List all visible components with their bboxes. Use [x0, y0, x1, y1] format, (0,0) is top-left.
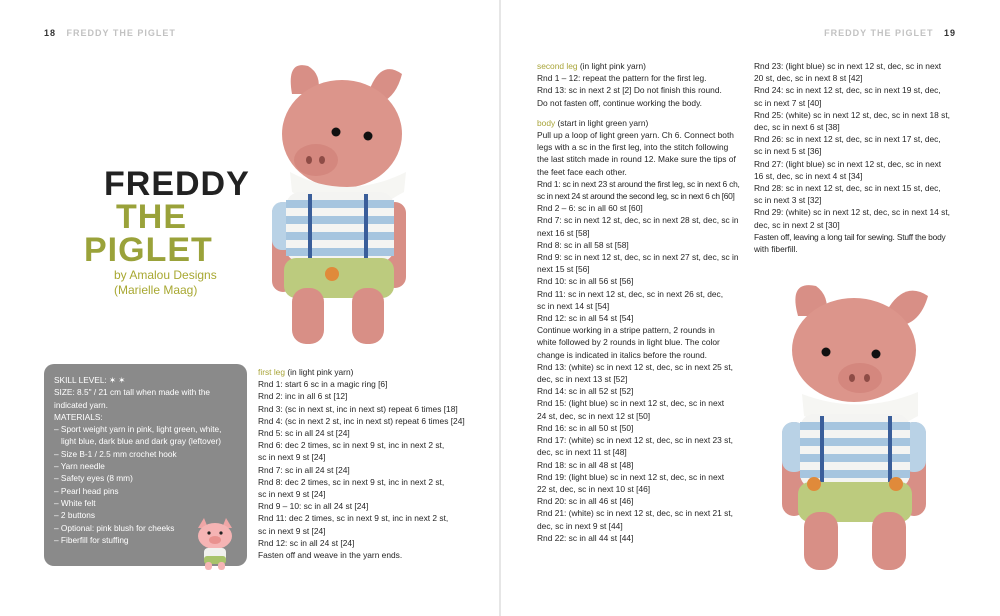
pattern-line: Rnd 15: (light blue) sc in next 12 st, dec, sc in next: [537, 398, 725, 409]
section-heading: [258, 366, 488, 378]
skill-line: SIZE: 8.5" / 21 cm tall when made with the: [54, 387, 211, 398]
pattern-line: Do not fasten off, continue working the body.: [537, 97, 702, 108]
section-heading-note: (in light pink yarn): [285, 367, 354, 377]
section-heading-label: first leg: [258, 367, 285, 377]
pattern-line: Rnd 2 – 6: sc in all 60 st [60]: [537, 203, 643, 214]
pattern-line: Rnd 7: sc in next 12 st, dec, sc in next 28 st, dec, sc in: [537, 215, 739, 226]
pattern-line: with fiberfill.: [754, 244, 798, 255]
byline-line-2: (Marielle Maag): [114, 283, 198, 297]
pattern-line: Rnd 21: (white) sc in next 12 st, dec, sc in next 21 st,: [537, 508, 733, 519]
pattern-line: Rnd 11: sc in next 12 st, dec, sc in next 26 st, dec,: [537, 288, 724, 299]
section-heading: [537, 117, 742, 129]
skill-line: – Size B-1 / 2.5 mm crochet hook: [54, 448, 177, 459]
pattern-title: [84, 165, 250, 269]
pattern-line: sc in next 3 st [32]: [754, 195, 822, 206]
designer-byline: [114, 268, 217, 298]
pattern-line: Rnd 6: dec 2 times, sc in next 9 st, inc in next 2 st,: [258, 440, 445, 451]
section-heading-note: (in light pink yarn): [577, 61, 646, 71]
skill-line: – Yarn needle: [54, 461, 105, 472]
pattern-line: Rnd 13: sc in next 2 st [2] Do not finish this round.: [537, 85, 722, 96]
pattern-line: Rnd 4: (sc in next 2 st, inc in next st) repeat 6 times [24]: [258, 415, 465, 426]
byline-line-1: by Amalou Designs: [114, 268, 217, 282]
first-leg-section: [258, 366, 488, 561]
pattern-line: change is indicated in italics before the round.: [537, 349, 707, 360]
pattern-line: Rnd 18: sc in all 48 st [48]: [537, 459, 634, 470]
pattern-line: Rnd 20: sc in all 46 st [46]: [537, 496, 634, 507]
pattern-line: Rnd 23: (light blue) sc in next 12 st, dec, sc in next: [754, 61, 942, 71]
pattern-line: Rnd 8: sc in all 58 st [58]: [537, 239, 629, 250]
title-line-1: FREDDY: [104, 165, 250, 203]
skill-line: – Safety eyes (8 mm): [54, 473, 133, 484]
pattern-line: Fasten off, leaving a long tail for sewing. Stuff the body: [754, 231, 946, 242]
pattern-line: sc in next 9 st [24]: [258, 489, 326, 500]
skill-line: SKILL LEVEL: ✶ ✶: [54, 375, 126, 385]
left-running-title: FREDDY THE PIGLET: [66, 28, 176, 38]
pattern-line: Continue working in a stripe pattern, 2 rounds in: [537, 325, 715, 336]
pattern-line: dec, sc in next 11 st [48]: [537, 447, 627, 458]
skill-line: – Sport weight yarn in pink, light green, white,: [54, 424, 222, 435]
pattern-line: Fasten off and weave in the yarn ends.: [258, 550, 403, 561]
piglet-mini-icon: [190, 516, 240, 572]
pattern-line: Rnd 22: sc in all 44 st [44]: [537, 532, 634, 543]
skill-line: – 2 buttons: [54, 510, 96, 521]
section-heading-label: second leg: [537, 61, 578, 71]
pattern-line: sc in next 14 st [54]: [537, 300, 610, 311]
pattern-line: Rnd 1 – 12: repeat the pattern for the first leg.: [537, 73, 707, 84]
piglet-photo-right: [768, 276, 948, 578]
pattern-line: Rnd 24: sc in next 12 st, dec, sc in next 19 st, dec,: [754, 85, 941, 96]
pattern-line: 24 st, dec, sc in next 12 st [50]: [537, 410, 651, 421]
pattern-line: Rnd 11: dec 2 times, sc in next 9 st, inc in next 2 st,: [258, 513, 449, 524]
pattern-line: Rnd 5: sc in all 24 st [24]: [258, 428, 350, 439]
pattern-line: sc in next 24 st around the second leg, sc in next 6 ch [60]: [537, 191, 735, 202]
pattern-line: Rnd 7: sc in all 24 st [24]: [258, 464, 350, 475]
pattern-line: next 16 st [58]: [537, 227, 590, 238]
pattern-line: Rnd 12: sc in all 54 st [54]: [537, 313, 634, 324]
section-heading-note: (start in light green yarn): [555, 117, 649, 128]
section-heading-label: body: [537, 117, 556, 128]
title-line-2: THE: [116, 198, 187, 236]
pattern-line: next 15 st [56]: [537, 264, 590, 275]
pattern-line: 16 st, dec, sc in next 4 st [34]: [754, 170, 863, 181]
page-gutter: [499, 0, 501, 616]
pattern-line: the feet face each other.: [537, 166, 627, 177]
skill-line: indicated yarn.: [54, 399, 108, 410]
left-page-header: [44, 28, 176, 38]
pattern-line: Rnd 13: (white) sc in next 12 st, dec, sc in next 25 st,: [537, 361, 733, 372]
pattern-line: white followed by 2 rounds in light blue. The color: [537, 337, 720, 348]
skill-line: MATERIALS:: [54, 411, 103, 422]
pattern-line: Rnd 2: inc in all 6 st [12]: [258, 391, 348, 402]
skill-line: – White felt: [54, 497, 96, 508]
pattern-line: Rnd 25: (white) sc in next 12 st, dec, sc in next 18 st,: [754, 109, 950, 120]
pattern-line: dec, sc in next 9 st [44]: [537, 520, 623, 531]
pattern-line: sc in next 9 st [24]: [258, 525, 326, 536]
right-running-title: FREDDY THE PIGLET: [824, 28, 934, 38]
pattern-line: 20 st, dec, sc in next 8 st [42]: [754, 73, 863, 84]
pattern-line: Rnd 12: sc in all 24 st [24]: [258, 537, 355, 548]
pattern-line: Rnd 10: sc in all 56 st [56]: [537, 276, 634, 287]
pattern-line: 22 st, dec, sc in next 10 st [46]: [537, 483, 651, 494]
pattern-line: Rnd 17: (white) sc in next 12 st, dec, sc in next 23 st,: [537, 435, 733, 446]
pattern-line: Rnd 3: (sc in next st, inc in next st) repeat 6 times [18]: [258, 403, 458, 414]
skill-line: – Pearl head pins: [54, 485, 119, 496]
pattern-line: Pull up a loop of light green yarn. Ch 6. Connect both: [537, 130, 734, 141]
pattern-line: sc in next 5 st [36]: [754, 146, 822, 157]
pattern-line: sc in next 7 st [40]: [754, 97, 822, 108]
skill-line: – Optional: pink blush for cheeks: [54, 522, 175, 533]
left-page-number: 18: [44, 28, 57, 38]
body-continued-section: [754, 60, 954, 255]
right-page-header: [824, 28, 956, 38]
pattern-line: Rnd 9: sc in next 12 st, dec, sc in next 27 st, dec, sc in: [537, 252, 739, 263]
pattern-line: Rnd 14: sc in all 52 st [52]: [537, 386, 634, 397]
pattern-line: sc in next 9 st [24]: [258, 452, 326, 463]
pattern-line: Rnd 29: (white) sc in next 12 st, dec, sc in next 14 st,: [754, 207, 950, 218]
skill-line: light blue, dark blue and dark gray (leftover): [61, 436, 222, 447]
pattern-line: dec, sc in next 6 st [38]: [754, 122, 840, 133]
pattern-line: dec, sc in next 2 st [30]: [754, 219, 840, 230]
pattern-line: Rnd 27: (light blue) sc in next 12 st, dec, sc in next: [754, 158, 942, 169]
piglet-photo-large: [256, 52, 416, 352]
pattern-line: Rnd 1: start 6 sc in a magic ring [6]: [258, 379, 388, 390]
second-leg-body-section: [537, 60, 742, 544]
pattern-line: Rnd 19: (light blue) sc in next 12 st, dec, sc in next: [537, 471, 725, 482]
pattern-line: Rnd 1: sc in next 23 st around the first leg, sc in next 6 ch,: [537, 178, 740, 189]
title-line-3: PIGLET: [84, 231, 213, 269]
pattern-line: Rnd 28: sc in next 12 st, dec, sc in next 15 st, dec,: [754, 183, 941, 194]
pattern-line: Rnd 16: sc in all 50 st [50]: [537, 422, 634, 433]
pattern-line: the last stitch made in round 12. Make sure the tips of: [537, 154, 736, 165]
section-heading: [537, 60, 742, 72]
right-page-number: 19: [943, 28, 956, 38]
pattern-line: Rnd 9 – 10: sc in all 24 st [24]: [258, 501, 369, 512]
skill-line: – Fiberfill for stuffing: [54, 534, 129, 545]
pattern-line: dec, sc in next 13 st [52]: [537, 374, 628, 385]
pattern-line: legs with a sc in the first leg, into the stitch following: [537, 142, 729, 153]
pattern-line: Rnd 8: dec 2 times, sc in next 9 st, inc in next 2 st,: [258, 476, 445, 487]
pattern-line: Rnd 26: sc in next 12 st, dec, sc in next 17 st, dec,: [754, 134, 941, 145]
